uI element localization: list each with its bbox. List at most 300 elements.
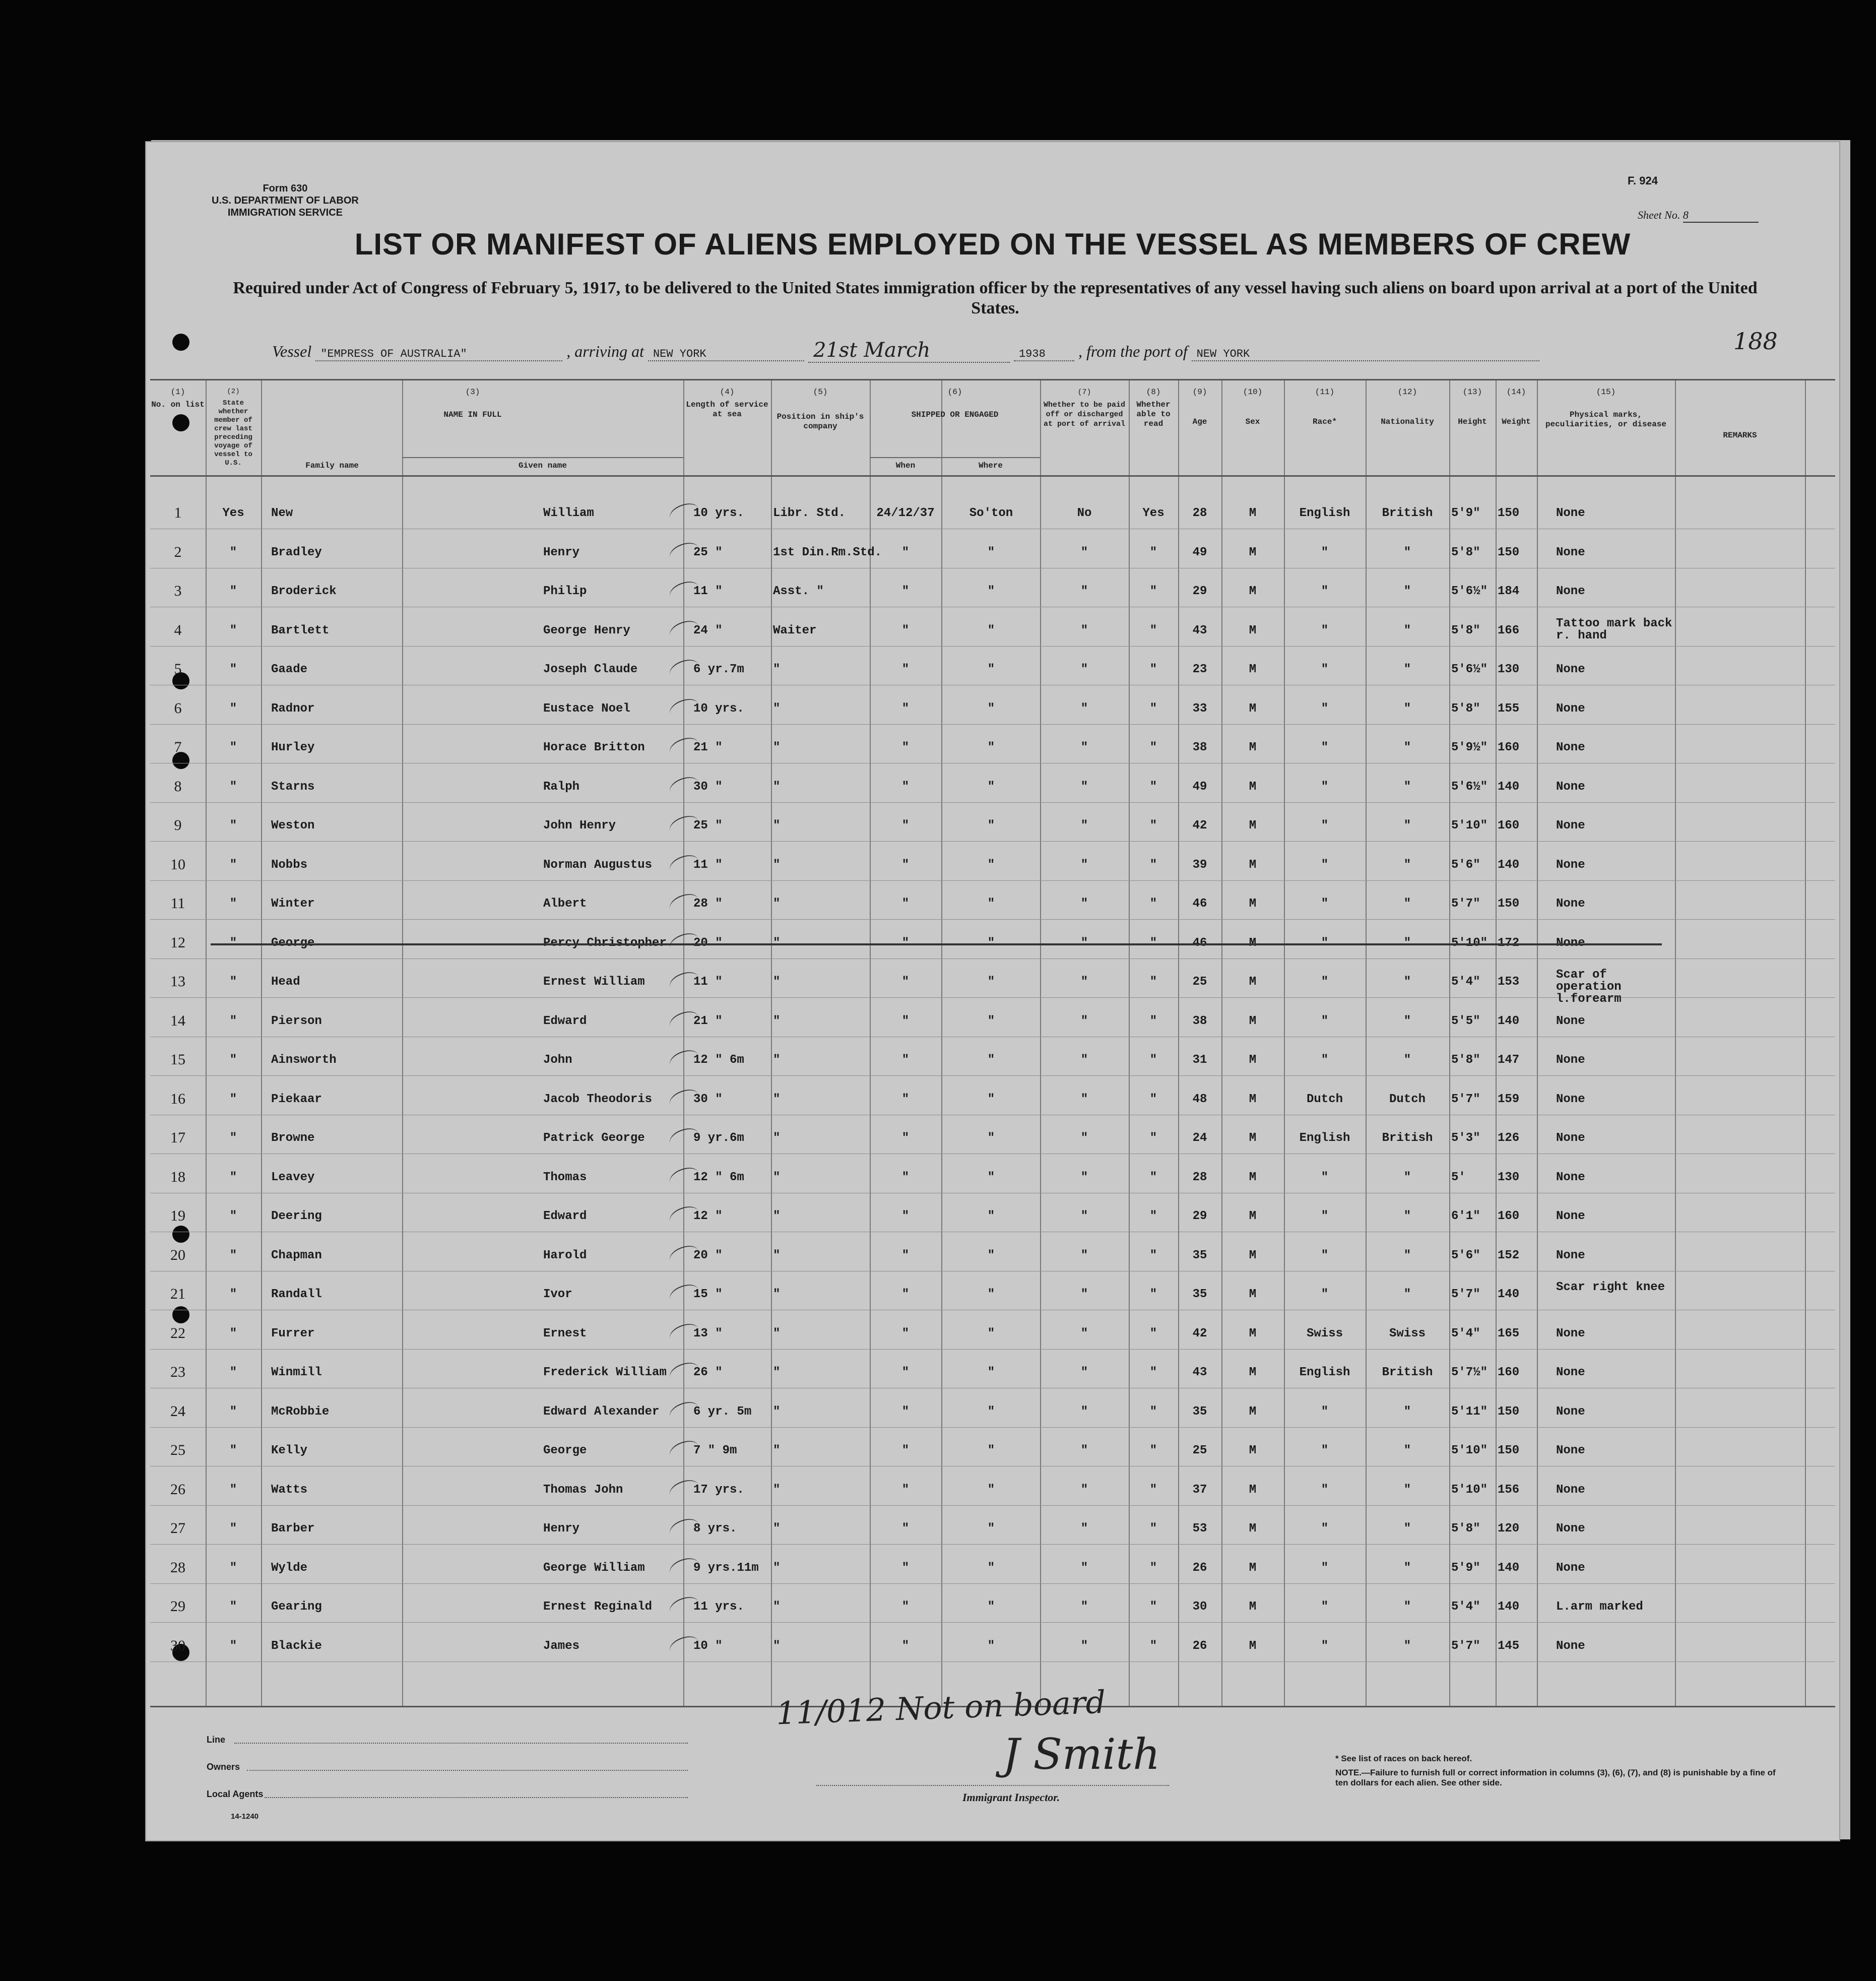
cell-family: Hurley <box>271 741 315 754</box>
cell-given: Thomas <box>543 1170 587 1184</box>
cell-weight: 150 <box>1498 897 1520 911</box>
cell-where: " <box>987 1053 995 1067</box>
cell-sex: M <box>1249 858 1257 872</box>
cell-when: " <box>901 1131 910 1145</box>
cell-race: " <box>1321 1639 1329 1653</box>
cell-family: Ainsworth <box>271 1053 337 1067</box>
cell-given: Harold <box>543 1248 587 1262</box>
cell-marks: None <box>1556 1522 1585 1536</box>
cell-where: " <box>987 936 995 950</box>
check-tick-mark <box>667 656 702 683</box>
cell-prev: " <box>229 897 237 911</box>
cell-where: " <box>987 1404 995 1419</box>
cell-family: Deering <box>271 1209 322 1223</box>
cell-marks: None <box>1556 545 1585 559</box>
cell-height: 5'10" <box>1451 819 1488 833</box>
cell-nat: " <box>1403 819 1411 833</box>
cell-no: 14 <box>170 1012 185 1029</box>
cell-paid: " <box>1080 819 1088 833</box>
cell-race: Dutch <box>1306 1092 1343 1106</box>
cell-height: 5'6½" <box>1451 663 1488 676</box>
cell-service: 21 " <box>693 1014 723 1028</box>
cell-sex: M <box>1249 1014 1257 1028</box>
cell-prev: " <box>229 1600 237 1614</box>
cell-race: " <box>1321 1014 1329 1028</box>
form-identifier <box>212 182 359 219</box>
column-rule <box>683 380 684 1706</box>
cell-no: 7 <box>174 739 182 755</box>
header-weight <box>1496 388 1537 427</box>
from-port: NEW YORK <box>1192 348 1539 361</box>
cell-paid: " <box>1080 1326 1088 1340</box>
cell-position: " <box>773 975 781 989</box>
header-text: Height <box>1458 417 1487 426</box>
cell-read: " <box>1149 1288 1157 1301</box>
cell-weight: 153 <box>1498 975 1520 989</box>
cell-given: Frederick William <box>543 1366 667 1379</box>
cell-height: 5'7" <box>1451 1288 1480 1301</box>
header-num: (14) <box>1506 388 1526 397</box>
cell-family: Bartlett <box>271 623 330 637</box>
cell-race: " <box>1321 1053 1329 1067</box>
check-tick-mark <box>667 1007 702 1035</box>
cell-marks: None <box>1556 1209 1585 1223</box>
cell-weight: 150 <box>1498 1444 1520 1457</box>
check-tick-mark <box>667 1320 702 1347</box>
cell-age: 30 <box>1192 1600 1207 1614</box>
cell-given: George William <box>543 1561 645 1575</box>
cell-position: " <box>773 936 781 950</box>
cell-age: 42 <box>1192 1326 1207 1340</box>
cell-weight: 160 <box>1498 741 1520 754</box>
header-length-service <box>683 388 771 419</box>
check-tick-mark <box>667 1437 702 1464</box>
cell-marks: None <box>1556 780 1585 794</box>
header-when: When <box>895 461 916 470</box>
header-physical-marks <box>1537 388 1675 429</box>
cell-paid: " <box>1080 780 1088 794</box>
cell-sex: M <box>1249 1288 1257 1301</box>
cell-service: 20 " <box>693 936 723 950</box>
cell-family: Winter <box>271 897 315 911</box>
cell-nat: " <box>1403 1209 1411 1223</box>
cell-age: 31 <box>1192 1053 1207 1067</box>
cell-height: 5'5" <box>1451 1014 1480 1028</box>
cell-sex: M <box>1249 1366 1257 1379</box>
cell-weight: 160 <box>1498 819 1520 833</box>
cell-age: 38 <box>1192 741 1207 754</box>
cell-given: Norman Augustus <box>543 858 653 872</box>
cell-given: Edward Alexander <box>543 1404 660 1419</box>
cell-no: 2 <box>174 543 182 560</box>
cell-position: " <box>773 1170 781 1184</box>
cell-no: 6 <box>174 699 182 717</box>
cell-race: " <box>1321 858 1329 872</box>
cell-height: 5'8" <box>1451 1522 1480 1536</box>
cell-read: " <box>1149 545 1157 559</box>
cell-sex: M <box>1249 936 1257 950</box>
row-rule <box>150 1583 1835 1584</box>
cell-age: 28 <box>1192 1170 1207 1184</box>
cell-read: " <box>1149 701 1157 716</box>
cell-given: Eustace Noel <box>543 701 630 716</box>
cell-position: Asst. " <box>773 585 824 598</box>
header-text: Race* <box>1312 417 1337 426</box>
header-num: (1) <box>170 388 185 397</box>
cell-position: " <box>773 1248 781 1262</box>
cell-height: 5'4" <box>1451 1326 1480 1340</box>
header-text: State whether member of crew last preceding voyage of vessel to U.S. <box>214 399 252 467</box>
cell-where: " <box>987 1092 995 1106</box>
cell-read: " <box>1149 585 1157 598</box>
cell-age: 49 <box>1192 780 1207 794</box>
cell-prev: " <box>229 545 237 559</box>
cell-given: Ivor <box>543 1288 572 1301</box>
cell-given: William <box>543 506 594 520</box>
document-subtitle: Required under Act of Congress of February 5, 1917, to be delivered to the United States immigration officer by the representatives of any vessel having such aliens on board upon arrival at a port of the United States. <box>233 279 1758 317</box>
cell-given: Ernest William <box>543 975 645 989</box>
cell-prev: " <box>229 1444 237 1457</box>
cell-family: New <box>271 506 293 520</box>
cell-when: " <box>901 1639 910 1653</box>
header-able-read <box>1129 388 1178 429</box>
cell-service: 12 " 6m <box>693 1053 744 1067</box>
check-tick-mark <box>667 1632 702 1659</box>
cell-service: 30 " <box>693 780 723 794</box>
cell-family: Gaade <box>271 663 308 676</box>
cell-weight: 126 <box>1498 1131 1520 1145</box>
cell-height: 5'7" <box>1451 1092 1480 1106</box>
cell-family: Browne <box>271 1131 315 1145</box>
cell-height: 5'10" <box>1451 1483 1488 1497</box>
cell-no: 29 <box>170 1598 185 1615</box>
cell-height: 6'1" <box>1451 1209 1480 1223</box>
check-tick-mark <box>667 1047 702 1074</box>
cell-race: " <box>1321 897 1329 911</box>
cell-where: " <box>987 1483 995 1497</box>
cell-no: 11 <box>170 895 185 912</box>
column-rule <box>941 380 942 1706</box>
cell-position: " <box>773 1639 781 1653</box>
cell-race: " <box>1321 623 1329 637</box>
check-tick-mark <box>667 1515 702 1543</box>
cell-age: 37 <box>1192 1483 1207 1497</box>
header-where: Where <box>978 461 1003 470</box>
cell-prev: Yes <box>222 506 244 520</box>
cell-where: " <box>987 1561 995 1575</box>
arrival-date: 21st March <box>808 339 1010 363</box>
cell-service: 7 " 9m <box>693 1444 737 1457</box>
cell-race: " <box>1321 663 1329 676</box>
cell-weight: 130 <box>1498 1170 1520 1184</box>
cell-sex: M <box>1249 1639 1257 1653</box>
column-rule <box>1366 380 1367 1706</box>
column-rule <box>1805 380 1806 1706</box>
cell-marks: None <box>1556 1561 1585 1575</box>
cell-when: " <box>901 585 910 598</box>
row-rule <box>150 646 1835 647</box>
column-rule <box>1496 380 1497 1706</box>
penalty-note: NOTE.—Failure to furnish full or correct information in columns (3), (6), (7), and (8) is punishable by a fine of ten dollars for each alien. See other side. <box>1335 1768 1776 1787</box>
cell-position: Waiter <box>773 623 817 637</box>
cell-read: " <box>1149 858 1157 872</box>
cell-nat: " <box>1403 1014 1411 1028</box>
cell-no: 19 <box>170 1207 185 1224</box>
column-rule <box>1284 380 1285 1706</box>
check-tick-mark <box>667 734 702 761</box>
cell-paid: " <box>1080 1248 1088 1262</box>
cell-age: 26 <box>1192 1639 1207 1653</box>
cell-race: " <box>1321 585 1329 598</box>
cell-position: " <box>773 858 781 872</box>
row-rule <box>150 841 1835 842</box>
cell-age: 43 <box>1192 623 1207 637</box>
header-text: Nationality <box>1381 417 1434 426</box>
column-rule <box>402 380 403 1706</box>
cell-nat: " <box>1403 1639 1411 1653</box>
header-text: No. on list <box>151 400 205 409</box>
cell-position: " <box>773 819 781 833</box>
cell-race: " <box>1321 936 1329 950</box>
row-rule <box>150 1075 1835 1076</box>
cell-prev: " <box>229 1366 237 1379</box>
cell-weight: 147 <box>1498 1053 1520 1067</box>
cell-service: 6 yr. 5m <box>693 1404 752 1419</box>
cell-when: 24/12/37 <box>876 506 935 520</box>
cell-no: 25 <box>170 1442 185 1458</box>
cell-where: " <box>987 1639 995 1653</box>
cell-position: " <box>773 1326 781 1340</box>
row-rule <box>150 1505 1835 1506</box>
cell-service: 12 " 6m <box>693 1170 744 1184</box>
cell-no: 22 <box>170 1324 185 1341</box>
cell-nat: " <box>1403 741 1411 754</box>
cell-given: Horace Britton <box>543 741 645 754</box>
handwritten-note: 11/012 Not on board <box>775 1683 1107 1732</box>
cell-height: 5'3" <box>1451 1131 1480 1145</box>
cell-marks: None <box>1556 1131 1585 1145</box>
cell-paid: " <box>1080 1131 1088 1145</box>
header-text: Whether to be paid off or discharged at port of arrival <box>1043 401 1126 428</box>
cell-prev: " <box>229 1639 237 1653</box>
cell-read: " <box>1149 1248 1157 1262</box>
sheet-number-label: Sheet No. <box>1638 209 1680 221</box>
cell-nat: " <box>1403 623 1411 637</box>
cell-where: " <box>987 1209 995 1223</box>
cell-nat: " <box>1403 1404 1411 1419</box>
check-tick-mark <box>667 695 702 722</box>
cell-service: 13 " <box>693 1326 723 1340</box>
header-nationality <box>1366 388 1449 427</box>
cell-service: 12 " <box>693 1209 723 1223</box>
cell-height: 5'11" <box>1451 1404 1488 1419</box>
cell-where: " <box>987 975 995 989</box>
cell-no: 23 <box>170 1364 185 1380</box>
cell-where: " <box>987 585 995 598</box>
cell-age: 46 <box>1192 897 1207 911</box>
cell-service: 10 " <box>693 1639 723 1653</box>
cell-sex: M <box>1249 623 1257 637</box>
local-agents-field <box>265 1797 688 1798</box>
cell-service: 28 " <box>693 897 723 911</box>
cell-nat: British <box>1382 506 1433 520</box>
cell-nat: " <box>1403 1053 1411 1067</box>
cell-family: Furrer <box>271 1326 315 1340</box>
cell-no: 18 <box>170 1168 185 1185</box>
cell-race: " <box>1321 1483 1329 1497</box>
cell-family: Nobbs <box>271 858 308 872</box>
cell-where: So'ton <box>969 506 1013 520</box>
cell-no: 13 <box>170 973 185 990</box>
form-id-line: IMMIGRATION SERVICE <box>227 207 343 218</box>
cell-race: " <box>1321 1209 1329 1223</box>
cell-no: 8 <box>174 778 182 795</box>
cell-position: " <box>773 1561 781 1575</box>
cell-nat: " <box>1403 975 1411 989</box>
cell-position: " <box>773 741 781 754</box>
cell-sex: M <box>1249 1444 1257 1457</box>
cell-paid: " <box>1080 741 1088 754</box>
header-num: (12) <box>1397 388 1417 397</box>
cell-weight: 140 <box>1498 1288 1520 1301</box>
cell-paid: " <box>1080 585 1088 598</box>
cell-age: 49 <box>1192 545 1207 559</box>
check-tick-mark <box>667 1203 702 1230</box>
cell-no: 12 <box>170 934 185 951</box>
cell-family: Pierson <box>271 1014 322 1028</box>
column-rule <box>870 380 871 1706</box>
cell-given: Edward <box>543 1209 587 1223</box>
cell-prev: " <box>229 819 237 833</box>
name-subheader-rule <box>402 457 683 458</box>
row-rule <box>150 1622 1835 1623</box>
cell-nat: " <box>1403 1248 1411 1262</box>
cell-weight: 140 <box>1498 1014 1520 1028</box>
cell-no: 5 <box>174 661 182 677</box>
cell-position: " <box>773 1600 781 1614</box>
row-rule <box>150 880 1835 881</box>
inspector-signature: J Smith <box>1003 1730 1160 1779</box>
cell-when: " <box>901 1600 910 1614</box>
cell-position: Libr. Std. <box>773 506 846 520</box>
cell-prev: " <box>229 1014 237 1028</box>
cell-service: 25 " <box>693 545 723 559</box>
header-text: NAME IN FULL <box>443 410 502 419</box>
cell-read: " <box>1149 975 1157 989</box>
header-num: (4) <box>720 388 735 397</box>
cell-sex: M <box>1249 1404 1257 1419</box>
column-rule <box>1129 380 1130 1706</box>
header-num: (11) <box>1315 388 1335 397</box>
cell-read: " <box>1149 1561 1157 1575</box>
cell-prev: " <box>229 936 237 950</box>
cell-marks: None <box>1556 1092 1585 1106</box>
cell-when: " <box>901 1092 910 1106</box>
cell-height: 5' <box>1451 1170 1466 1184</box>
cell-position: " <box>773 1444 781 1457</box>
cell-no: 17 <box>170 1129 185 1146</box>
cell-sex: M <box>1249 819 1257 833</box>
cell-position: " <box>773 1366 781 1379</box>
check-tick-mark <box>667 1593 702 1621</box>
cell-marks: None <box>1556 1248 1585 1262</box>
header-num: (15) <box>1596 388 1616 397</box>
cell-given: Thomas John <box>543 1483 623 1497</box>
arriving-label: , arriving at <box>566 342 644 360</box>
cell-weight: 145 <box>1498 1639 1520 1653</box>
cell-sex: M <box>1249 663 1257 676</box>
row-rule <box>150 1544 1835 1545</box>
cell-no: 27 <box>170 1520 185 1537</box>
cell-prev: " <box>229 1561 237 1575</box>
cell-height: 5'7½" <box>1451 1366 1488 1379</box>
header-num: (6) <box>947 388 962 397</box>
cell-age: 42 <box>1192 819 1207 833</box>
cell-where: " <box>987 1170 995 1184</box>
cell-weight: 184 <box>1498 585 1520 598</box>
row-rule <box>150 958 1835 959</box>
check-tick-mark <box>667 851 702 878</box>
cell-no: 16 <box>170 1090 185 1107</box>
cell-family: Kelly <box>271 1444 308 1457</box>
cell-family: Watts <box>271 1483 308 1497</box>
cell-where: " <box>987 897 995 911</box>
cell-family: Leavey <box>271 1170 315 1184</box>
cell-nat: British <box>1382 1366 1433 1379</box>
cell-when: " <box>901 897 910 911</box>
cell-no: 3 <box>174 583 182 599</box>
inspector-label: Immigrant Inspector. <box>962 1791 1060 1804</box>
header-num: (2) <box>227 388 240 396</box>
cell-when: " <box>901 819 910 833</box>
column-rule <box>206 380 207 1706</box>
cell-race: " <box>1321 1248 1329 1262</box>
check-tick-mark <box>667 773 702 800</box>
cell-race: " <box>1321 780 1329 794</box>
cell-sex: M <box>1249 975 1257 989</box>
cell-family: Barber <box>271 1522 315 1536</box>
header-text: SHIPPED OR ENGAGED <box>911 410 999 419</box>
cell-when: " <box>901 975 910 989</box>
cell-prev: " <box>229 741 237 754</box>
cell-family: Head <box>271 975 300 989</box>
cell-marks: None <box>1556 585 1585 598</box>
cell-nat: " <box>1403 1600 1411 1614</box>
cell-sex: M <box>1249 1326 1257 1340</box>
cell-read: " <box>1149 1170 1157 1184</box>
cell-sex: M <box>1249 1170 1257 1184</box>
cell-family: Weston <box>271 819 315 833</box>
cell-given: Philip <box>543 585 587 598</box>
cell-sex: M <box>1249 780 1257 794</box>
cell-height: 5'8" <box>1451 623 1480 637</box>
check-tick-mark <box>667 539 702 566</box>
cell-nat: " <box>1403 1561 1411 1575</box>
cell-height: 5'8" <box>1451 701 1480 716</box>
header-text: Age <box>1192 417 1207 426</box>
cell-paid: " <box>1080 936 1088 950</box>
cell-where: " <box>987 741 995 754</box>
check-tick-mark <box>667 500 702 527</box>
cell-nat: " <box>1403 701 1411 716</box>
strike-through-line <box>211 943 1662 945</box>
cell-race: " <box>1321 1288 1329 1301</box>
cell-nat: " <box>1403 858 1411 872</box>
cell-where: " <box>987 858 995 872</box>
cell-height: 5'9½" <box>1451 741 1488 754</box>
cell-age: 29 <box>1192 1209 1207 1223</box>
crew-table <box>150 379 1835 1707</box>
